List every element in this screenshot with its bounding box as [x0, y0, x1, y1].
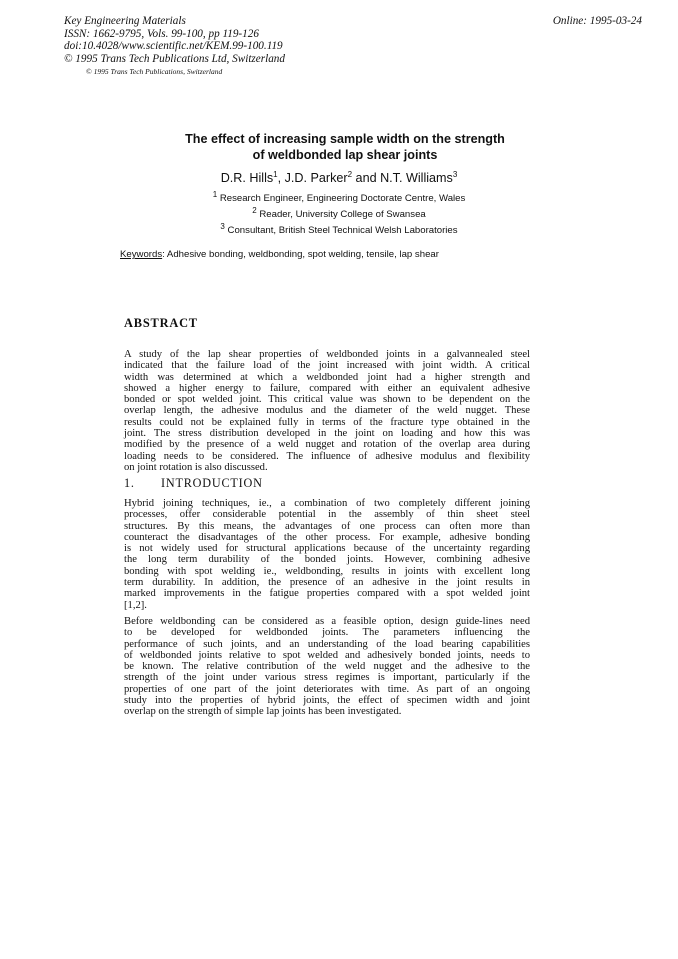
paragraph-line: term durability. In addition, the presence of an adhesive in the joint results in — [124, 577, 530, 589]
paragraph-line: is not widely used for structural applications because of the uncertainty regarding — [124, 543, 530, 555]
doi-link[interactable]: doi:10.4028/www.scientific.net/KEM.99-100.119 — [64, 40, 283, 53]
title-line-1: The effect of increasing sample width on the strength — [185, 132, 505, 146]
paragraph-line: properties of one part of the joint deteriorates with time. As part of an ongoing — [124, 683, 530, 695]
abstract-line: width was determined at which a weldbonded joint had a higher strength and — [124, 371, 530, 383]
abstract-line: results could not be explained fully in terms of the fracture type obtained in the — [124, 416, 530, 428]
author-list — [0, 171, 678, 185]
affiliation-1 — [0, 189, 678, 204]
publisher-line: © 1995 Trans Tech Publications, Switzerland — [86, 67, 223, 76]
title-line-2: of weldbonded lap shear joints — [252, 148, 438, 162]
introduction-heading — [124, 476, 263, 491]
online-date: Online: 1995-03-24 — [552, 15, 642, 27]
affiliation-text: Reader, University College of Swansea — [259, 209, 426, 220]
author-name: D.R. Hills — [220, 171, 274, 185]
author-affiliation-mark: 1 — [273, 169, 278, 179]
paragraph-line: [1,2]. — [124, 599, 147, 611]
copyright-line: © 1995 Trans Tech Publications Ltd, Switzerland — [64, 52, 285, 65]
affiliation-text: Research Engineer, Engineering Doctorate Centre, Wales — [219, 193, 466, 204]
affiliation-2 — [0, 205, 678, 220]
author-affiliation-mark: 2 — [347, 169, 353, 179]
keywords — [120, 249, 439, 260]
abstract-line: indicated that the failure load of the joint increased with joint width. A critical — [124, 360, 530, 372]
abstract-line: on joint rotation is also discussed. — [124, 461, 268, 473]
paragraph-line: bonding with spot welding ie., weldbonding, results in joints with excellent long — [124, 565, 530, 577]
paragraph-line: Hybrid joining techniques, ie., a combination of two completely different joining — [124, 498, 530, 509]
section-number: 1. — [124, 476, 135, 490]
abstract-line: joint. The stress distribution developed in the joint on loading and how this was — [124, 428, 530, 440]
paper-title — [150, 131, 540, 163]
paragraph-line: performance of such joints, and an understanding of the load bearing capabilities — [124, 638, 530, 650]
affiliation-mark: 1 — [212, 189, 218, 199]
author-name: J.D. Parker — [284, 171, 348, 185]
author-name: N.T. Williams — [380, 171, 453, 185]
journal-header — [64, 15, 394, 65]
abstract-line: loading needs to be considered. The influence of adhesive modulus and flexibility — [124, 450, 530, 462]
introduction-paragraph-2 — [124, 616, 530, 718]
abstract-line: modified by the presence of a weld nugget and rotation of the overlap area during — [124, 439, 530, 451]
journal-name: Key Engineering Materials — [64, 15, 186, 27]
paragraph-line: structures. By this means, the advantages of one process can often more than — [124, 520, 530, 532]
affiliation-3 — [0, 221, 678, 236]
paragraph-line: marked improvements in the fatigue properties compared with a spot welded joint — [124, 588, 530, 600]
paragraph-line: to be developed for weldbonded joints. The parameters influencing the — [124, 627, 530, 639]
paragraph-line: overlap on the strength of simple lap joints has been investigated. — [124, 706, 402, 718]
abstract-line: A study of the lap shear properties of weldbonded joints in a galvannealed steel — [124, 349, 530, 360]
paragraph-line: Before weldbonding can be considered as a feasible option, design guide-lines need — [124, 616, 530, 627]
affiliation-text: Consultant, British Steel Technical Welsh Laboratories — [227, 225, 458, 236]
affiliation-mark: 2 — [252, 205, 257, 215]
author-affiliation-mark: 3 — [452, 169, 458, 179]
introduction-paragraph-1 — [124, 498, 530, 611]
paragraph-line: the long term durability of the bonded joints. However, combining adhesive — [124, 554, 530, 566]
keywords-text: : Adhesive bonding, weldbonding, spot welding, tensile, lap shear — [162, 249, 439, 260]
paragraph-line: processes, offer considerable potential in the assembly of thin sheet steel — [124, 509, 530, 521]
affiliation-mark: 3 — [220, 221, 225, 231]
paragraph-line: study into the properties of hybrid joints, the effect of specimen width and joint — [124, 695, 530, 707]
author-separator: and — [352, 171, 381, 185]
section-title: INTRODUCTION — [161, 476, 263, 490]
abstract-heading: ABSTRACT — [124, 316, 198, 330]
abstract-line: showed a higher energy to failure, compared with either an equivalent adhesive — [124, 382, 530, 394]
abstract-body — [124, 349, 530, 473]
paragraph-line: be known. The relative contribution of the weld nugget and the adhesive to the — [124, 661, 530, 673]
keywords-label: Keywords — [120, 249, 163, 260]
abstract-line: bonded or spot welded joint. This critical value was shown to be dependent on the — [124, 394, 530, 406]
paragraph-line: counteract the disadvantages of the other process. For example, adhesive bonding — [124, 531, 530, 543]
author-separator: , — [277, 171, 285, 185]
paragraph-line: of weldbonded joints relative to spot welded and adhesively bonded joints, needs to — [124, 649, 530, 661]
abstract-line: overlap length, the adhesive modulus and the diameter of the weld nugget. These — [124, 405, 530, 417]
issn-line: ISSN: 1662-9795, Vols. 99-100, pp 119-126 — [64, 27, 259, 40]
paragraph-line: strength of the joint under various stress regimes is important, particularly if the — [124, 672, 530, 684]
